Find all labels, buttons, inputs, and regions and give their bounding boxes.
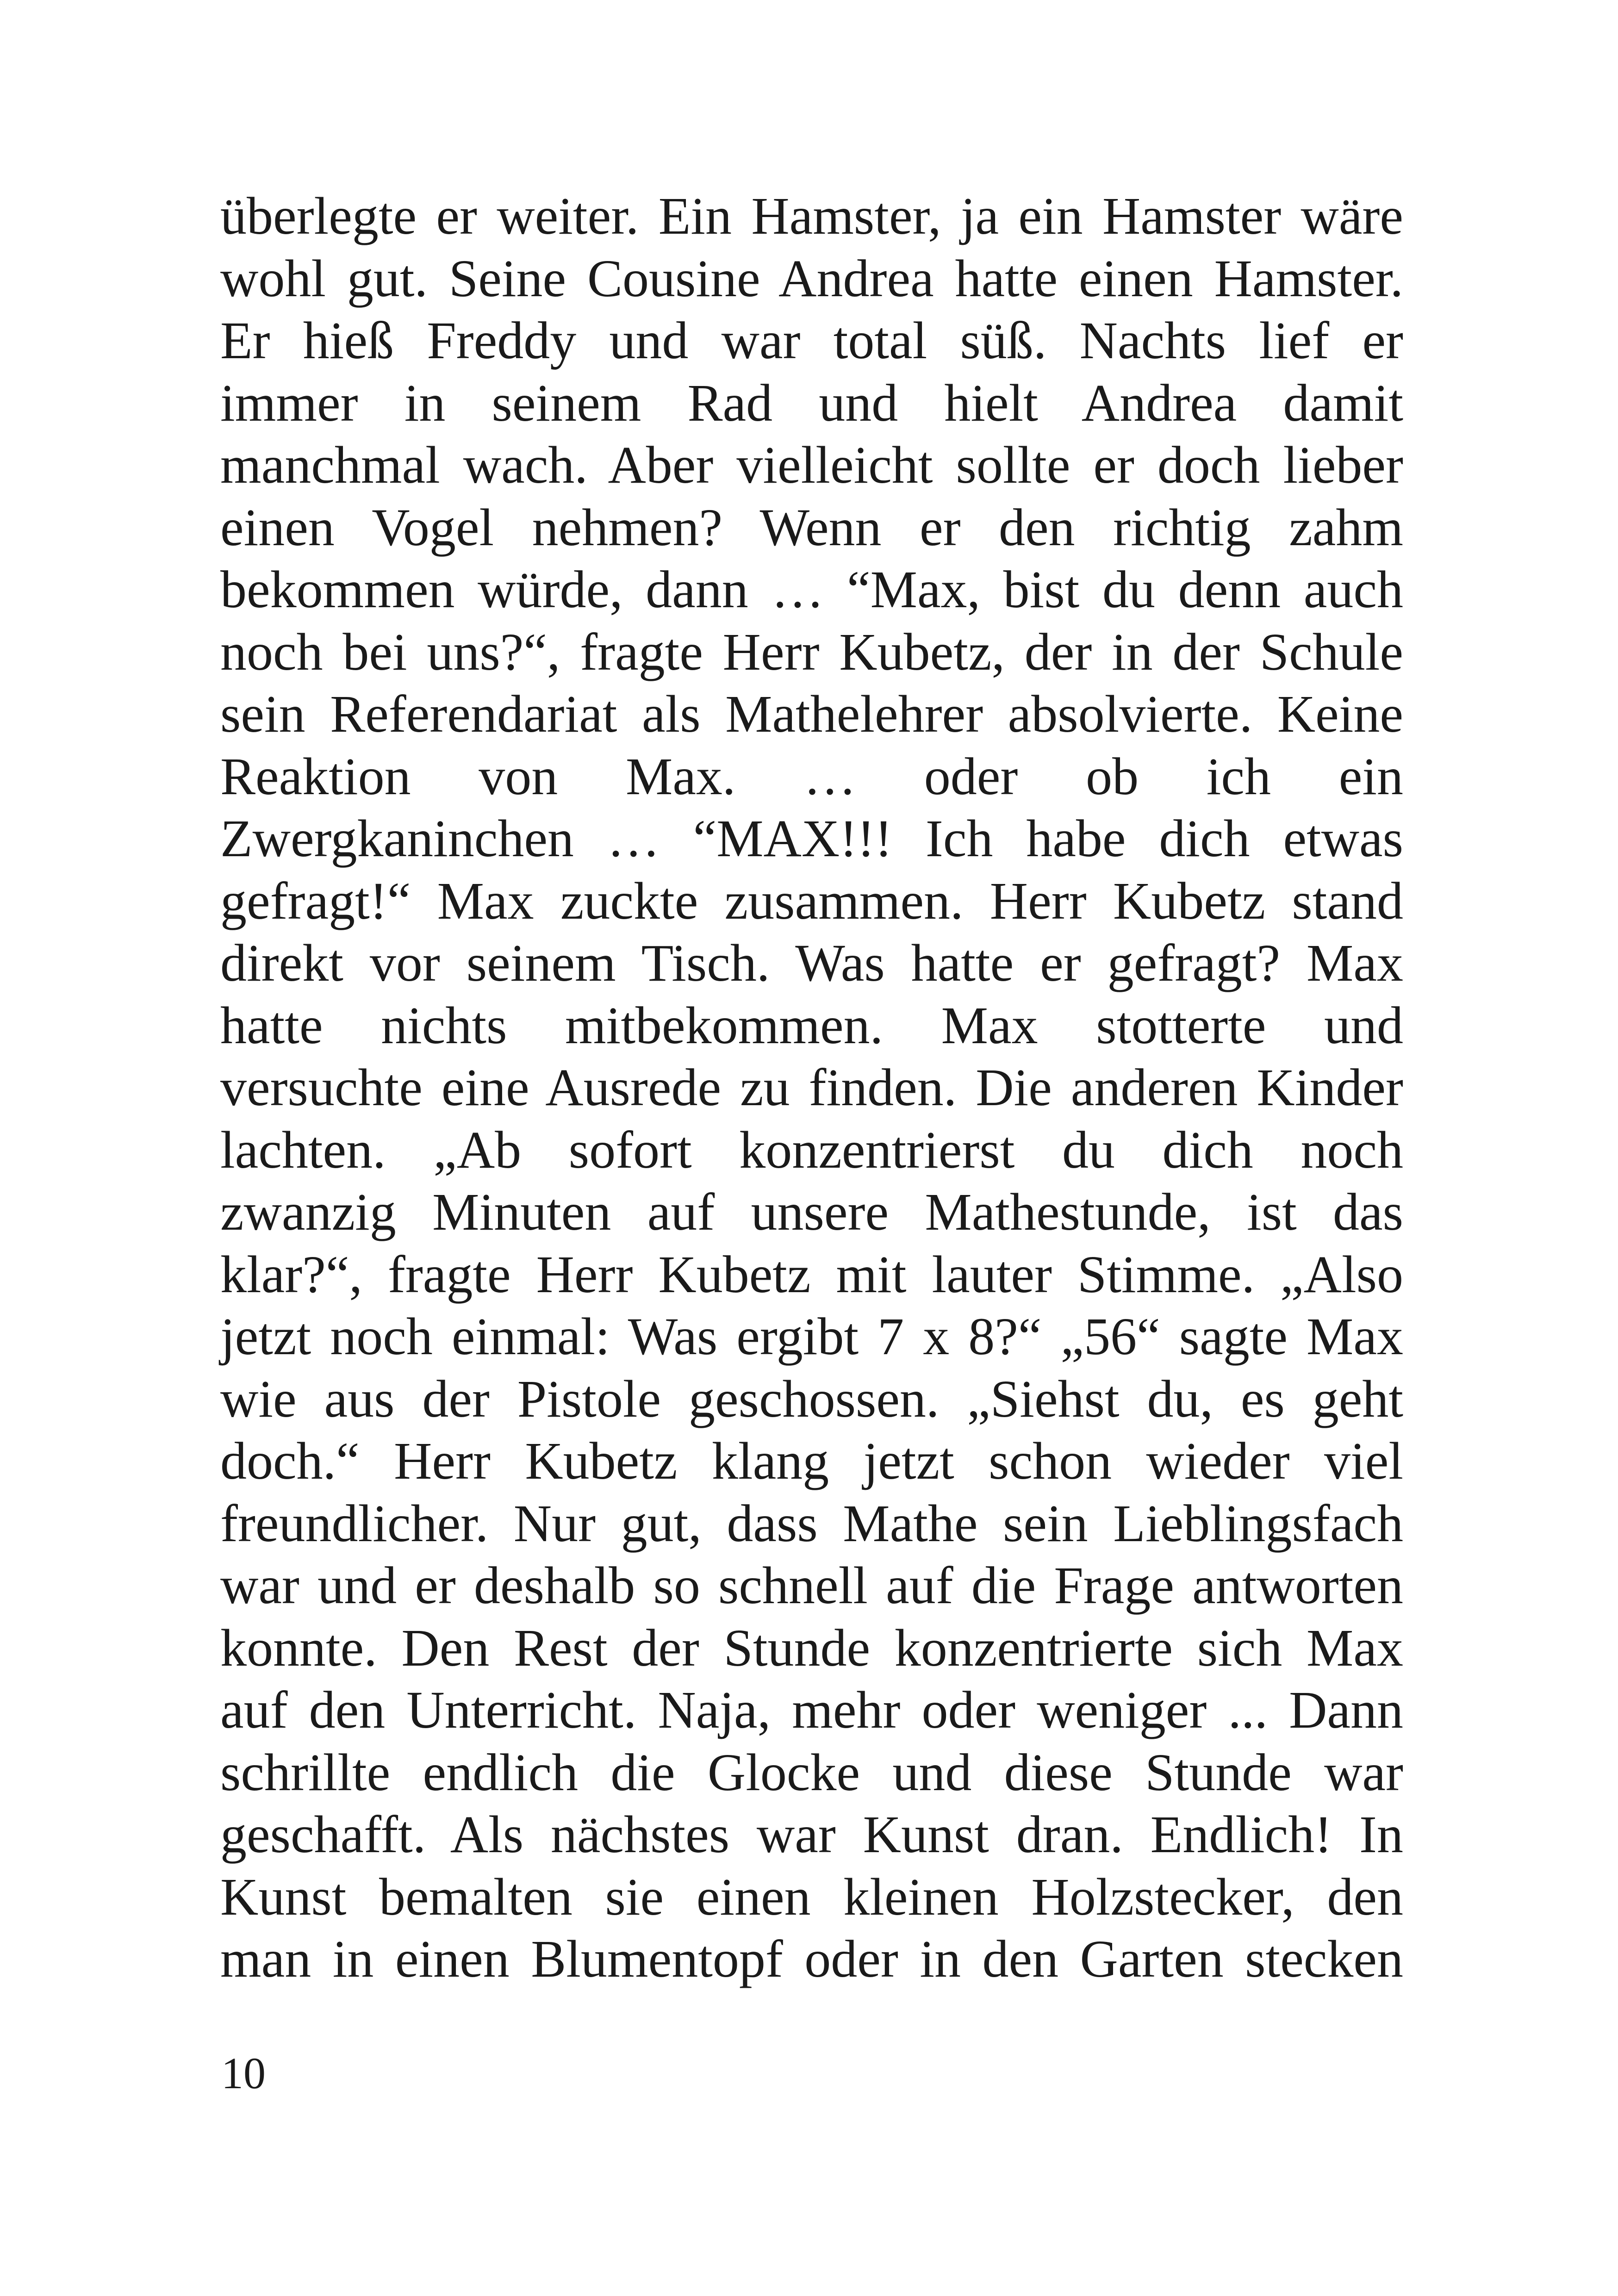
text-line: Er hieß Freddy und war total süß. Nachts lief er [220, 311, 1403, 370]
text-line: noch bei uns?“, fragte Herr Kubetz, der in der Schule [220, 622, 1403, 681]
text-line: versuchte eine Ausrede zu finden. Die anderen Kinder [220, 1058, 1403, 1117]
text-line: einen Vogel nehmen? Wenn er den richtig zahm [220, 498, 1403, 557]
text-line: Reaktion von Max. … oder ob ich ein [220, 747, 1403, 806]
text-line: Kunst bemalten sie einen kleinen Holzstecker, den [220, 1867, 1403, 1926]
text-line: lachten. „Ab sofort konzentrierst du dich noch [220, 1120, 1403, 1179]
text-line: klar?“, fragte Herr Kubetz mit lauter Stimme. „Also [220, 1244, 1403, 1304]
text-line: auf den Unterricht. Naja, mehr oder weniger ... Dann [220, 1680, 1403, 1739]
text-line: wie aus der Pistole geschossen. „Siehst du, es geht [220, 1369, 1403, 1428]
text-line: sein Referendariat als Mathelehrer absolvierte. Keine [220, 684, 1403, 743]
text-line: Zwergkaninchen … “MAX!!! Ich habe dich etwas [220, 809, 1403, 868]
page-number: 10 [221, 2048, 266, 2098]
text-line: direkt vor seinem Tisch. Was hatte er gefragt? Max [220, 933, 1403, 992]
text-line: war und er deshalb so schnell auf die Frage antworten [220, 1556, 1403, 1615]
text-line: überlegte er weiter. Ein Hamster, ja ein Hamster wäre [220, 187, 1403, 245]
text-line: bekommen würde, dann … “Max, bist du denn auch [220, 560, 1403, 619]
text-line: gefragt!“ Max zuckte zusammen. Herr Kubetz stand [220, 871, 1403, 930]
text-line: wohl gut. Seine Cousine Andrea hatte einen Hamster. [220, 249, 1403, 308]
text-line: schrillte endlich die Glocke und diese Stunde war [220, 1742, 1403, 1802]
text-line: geschafft. Als nächstes war Kunst dran. Endlich! In [220, 1805, 1403, 1864]
text-line: doch.“ Herr Kubetz klang jetzt schon wieder viel [220, 1431, 1403, 1490]
text-line: manchmal wach. Aber vielleicht sollte er doch lieber [220, 436, 1403, 494]
text-line: freundlicher. Nur gut, dass Mathe sein Lieblingsfach [220, 1493, 1403, 1553]
body-text [220, 185, 1403, 1991]
text-line: immer in seinem Rad und hielt Andrea damit [220, 373, 1403, 432]
text-line: konnte. Den Rest der Stunde konzentrierte sich Max [220, 1618, 1403, 1677]
text-line: zwanzig Minuten auf unsere Mathestunde, ist das [220, 1182, 1403, 1241]
text-line: hatte nichts mitbekommen. Max stotterte und [220, 996, 1403, 1055]
text-line: man in einen Blumentopf oder in den Garten stecken [220, 1929, 1403, 1988]
text-line: jetzt noch einmal: Was ergibt 7 x 8?“ „56“ sagte Max [220, 1307, 1403, 1366]
